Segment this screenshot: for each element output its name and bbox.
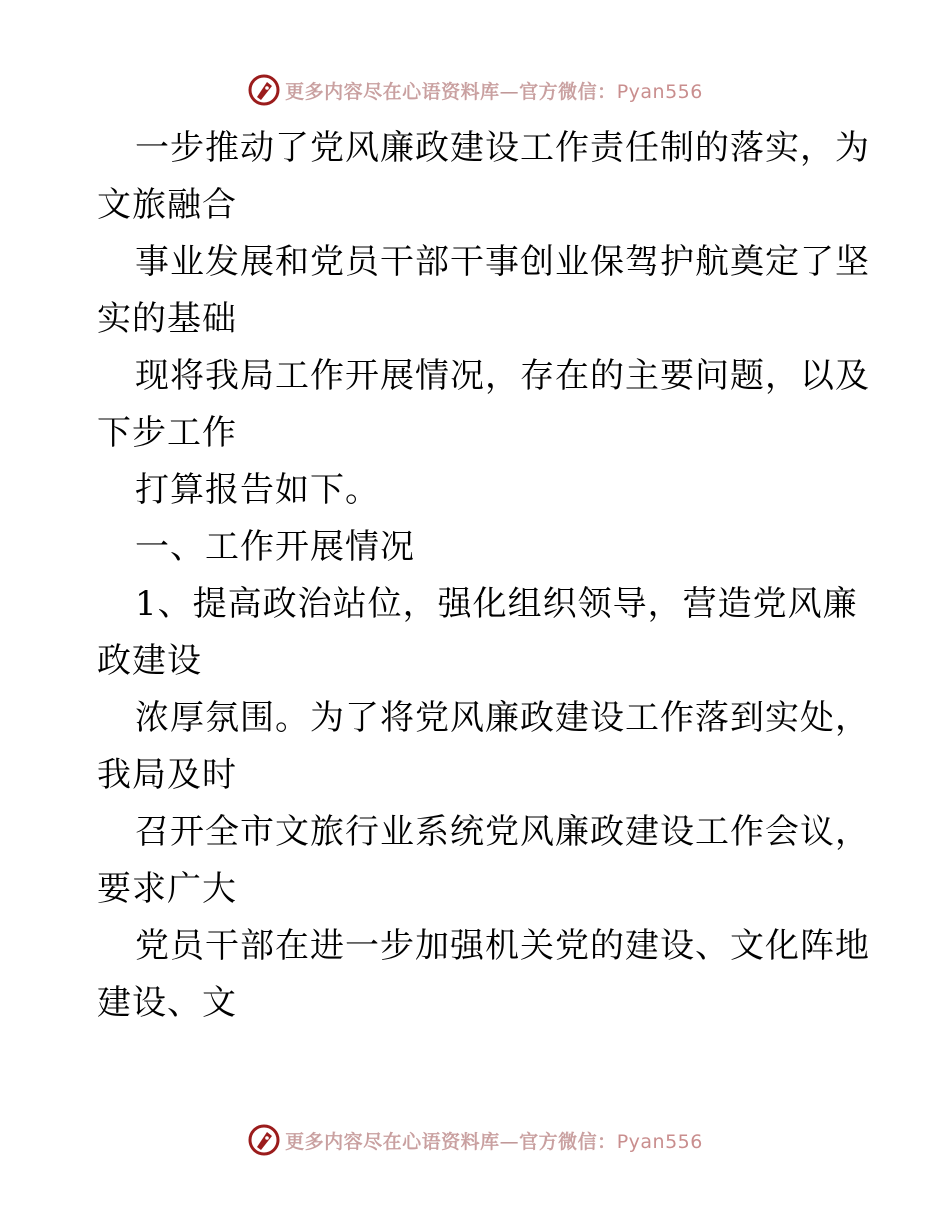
watermark-text [285,77,703,104]
text-line: 现将我局工作开展情况，存在的主要问题，以及 [135,356,870,396]
pen-nib-icon [247,73,281,107]
text-line: 浓厚氛围。为了将党风廉政建设工作落到实处， [135,698,870,738]
watermark-separator: — [499,1130,520,1153]
watermark-text [285,1127,703,1154]
text-line: 我局及时 [97,755,237,795]
watermark-main: 更多内容尽在心语资料库 [285,1130,500,1153]
watermark-separator: — [499,80,520,103]
header-watermark [0,70,950,110]
text-line: 一步推动了党风廉政建设工作责任制的落实，为 [135,128,870,168]
watermark-main: 更多内容尽在心语资料库 [285,80,500,103]
text-line: 党员干部在进一步加强机关党的建设、文化阵地 [135,926,870,966]
watermark-wechat-label: 官方微信： [519,80,617,103]
text-line: 实的基础 [97,299,237,339]
document-body [97,120,870,1032]
watermark-wechat-id: Pyan556 [616,80,703,103]
text-line: 事业发展和党员干部干事创业保驾护航奠定了坚 [135,242,870,282]
watermark-wechat-id: Pyan556 [616,1130,703,1153]
text-line: 打算报告如下。 [135,470,380,510]
pen-nib-icon [247,1123,281,1157]
text-line: 建设、文 [97,983,237,1023]
text-line: 召开全市文旅行业系统党风廉政建设工作会议， [135,812,870,852]
footer-watermark [0,1120,950,1160]
text-line: 政建设 [97,641,202,681]
text-line: 要求广大 [97,869,237,909]
text-line: 一、工作开展情况 [135,527,415,567]
text-line: 文旅融合 [97,185,237,225]
watermark-wechat-label: 官方微信： [519,1130,617,1153]
text-line: 下步工作 [97,413,237,453]
text-line: 1、提高政治站位，强化组织领导，营造党风廉 [135,584,858,624]
